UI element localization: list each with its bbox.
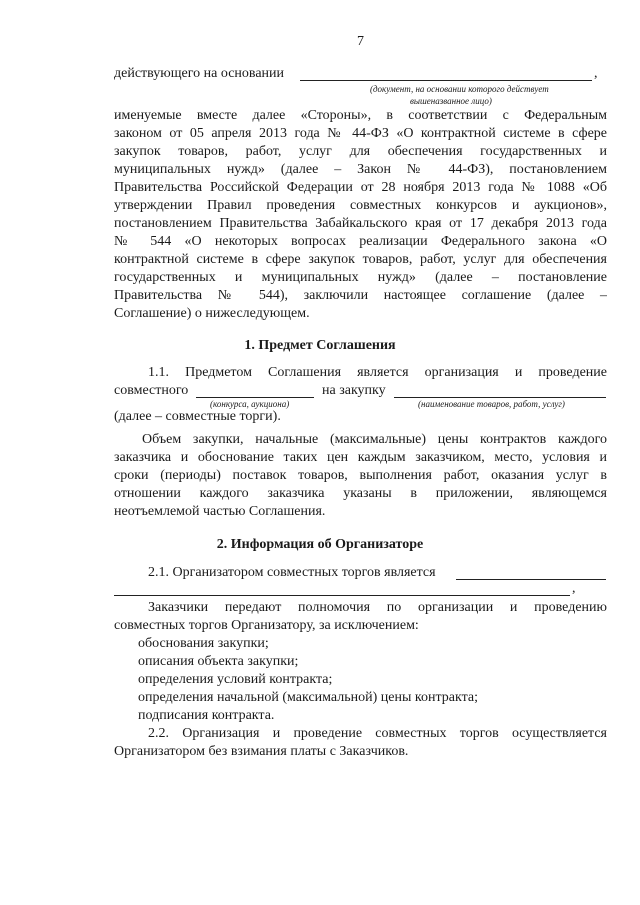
clause-2-2-line: 2.2. Организация и проведение совместных торгов осуществляется	[148, 726, 607, 741]
acting-basis-text: действующего на основании	[114, 66, 285, 81]
exception-item: подписания контракта.	[138, 708, 275, 723]
preamble-line: постановлением Правительства Забайкальского края от 17 декабря 2013 года	[114, 216, 607, 231]
caption-procurement-items: (наименование товаров, работ, услуг)	[418, 399, 565, 409]
preamble-line: закупок товаров, работ, услуг для обеспечения государственных и	[114, 144, 607, 159]
clause-2-2-line: Организатором без взимания платы с Заказчиков.	[114, 744, 409, 759]
preamble-line: государственных и муниципальных нужд» (далее – постановление	[114, 270, 607, 285]
comma: ,	[572, 581, 576, 596]
exception-item: определения начальной (максимальной) цены контракта;	[138, 690, 478, 705]
exception-item: описания объекта закупки;	[138, 654, 299, 669]
joint-label: совместного	[114, 383, 189, 398]
procurement-items-blank[interactable]	[394, 397, 606, 398]
clause-1-1-line: 1.1. Предметом Соглашения является организация и проведение	[148, 365, 607, 380]
preamble-line: законом от 05 апреля 2013 года № 44-ФЗ «О контрактной системе в сфере	[114, 126, 607, 141]
exception-item: определения условий контракта;	[138, 672, 333, 687]
clause-2-1-text: 2.1. Организатором совместных торгов является	[148, 565, 436, 580]
caption-basis-document: (документ, на основании которого действует	[370, 84, 549, 94]
comma: ,	[594, 66, 598, 81]
caption-procurement-type: (конкурса, аукциона)	[210, 399, 290, 409]
section-2-heading: 2. Информация об Организаторе	[216, 537, 424, 552]
preamble-line-last: Соглашение) о нижеследующем.	[114, 306, 310, 321]
page-number: 7	[357, 34, 364, 49]
exception-item: обоснования закупки;	[138, 636, 269, 651]
preamble-line: контрактной системе в сфере закупок товаров, работ, услуг для обеспечения	[114, 252, 607, 267]
preamble-line: № 544 «О некоторых вопросах реализации Федерального закона «О	[114, 234, 607, 249]
basis-document-blank[interactable]	[300, 80, 592, 81]
volume-line-last: неотъемлемой частью Соглашения.	[114, 504, 326, 519]
procurement-type-blank[interactable]	[196, 397, 314, 398]
preamble-line: именуемые вместе далее «Стороны», в соответствии с Федеральным	[114, 108, 607, 123]
section-1-heading: 1. Предмет Соглашения	[244, 338, 396, 353]
caption-named-person: вышеназванное лицо)	[410, 96, 492, 106]
transfer-line: совместных торгов Организатору, за исключением:	[114, 618, 419, 633]
clause-1-1-tail: (далее – совместные торги).	[114, 409, 281, 424]
preamble-line: Правительства Российской Федерации от 28 ноября 2013 года № 1088 «Об	[114, 180, 607, 195]
procurement-for-label: на закупку	[322, 383, 386, 398]
volume-line: Объем закупки, начальные (максимальные) цены контрактов каждого	[142, 432, 607, 447]
volume-line: сроки (периоды) поставок товаров, выполнения работ, оказания услуг в	[114, 468, 607, 483]
preamble-line: Правительства № 544), заключили настоящее соглашение (далее –	[114, 288, 607, 303]
organizer-name-blank-line-2[interactable]	[114, 595, 570, 596]
volume-line: заказчика и обоснование таких цен каждым заказчиком, место, условия и	[114, 450, 607, 465]
preamble-line: утверждении Правил проведения совместных конкурсов и аукционов»,	[114, 198, 607, 213]
preamble-line: муниципальных нужд» (далее – Закон № 44-ФЗ), постановлением	[114, 162, 607, 177]
transfer-line: Заказчики передают полномочия по организации и проведению	[148, 600, 607, 615]
volume-line: отношении каждого заказчика указаны в приложении, являющемся	[114, 486, 607, 501]
organizer-name-blank[interactable]	[456, 579, 606, 580]
